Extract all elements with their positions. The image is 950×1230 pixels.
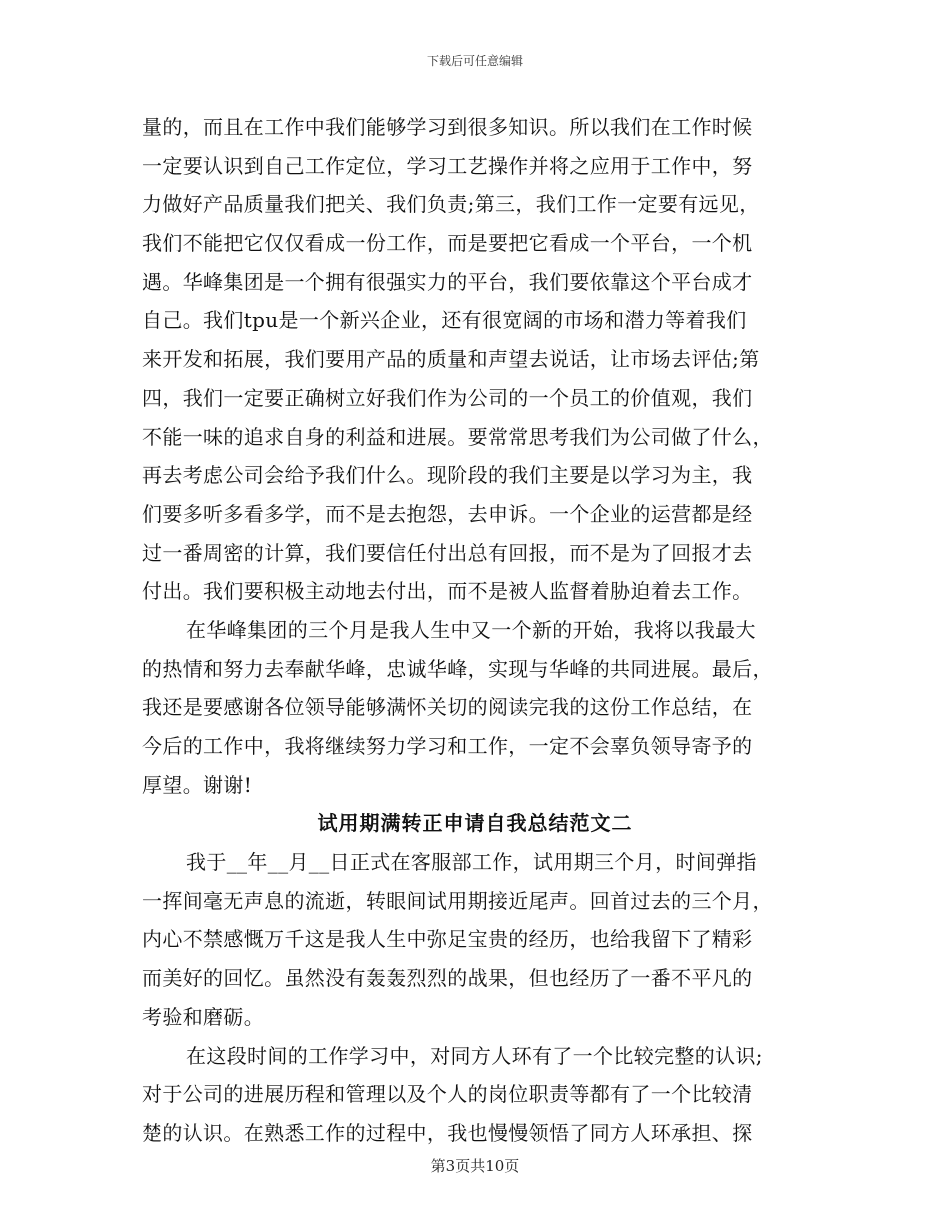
text-line: 考验和磨砺。: [142, 1004, 265, 1029]
section-title: 试用期满转正申请自我总结范文二: [317, 811, 633, 836]
text-line: 对于公司的进展历程和管理以及个人的岗位职责等都有了一个比较清: [142, 1082, 753, 1107]
text-line: 内心不禁感慨万千这是我人生中弥足宝贵的经历，也给我留下了精彩: [142, 927, 753, 952]
paragraph-start-line: 我于__年__月__日正式在客服部工作，试用期三个月，时间弹指: [186, 850, 757, 875]
text-line: 楚的认识。在熟悉工作的过程中，我也慢慢领悟了同方人环承担、探: [142, 1120, 753, 1145]
page-header: 下载后可任意编辑: [426, 54, 523, 68]
text-line: 付出。我们要积极主动地去付出，而不是被人监督着胁迫着去工作。: [142, 579, 753, 604]
text-line: 厚望。谢谢!: [142, 772, 253, 797]
text-line: 遇。华峰集团是一个拥有很强实力的平台，我们要依靠这个平台成才: [142, 269, 753, 294]
text-line: 四，我们一定要正确树立好我们作为公司的一个员工的价值观，我们: [142, 385, 753, 410]
text-line: 量的，而且在工作中我们能够学习到很多知识。所以我们在工作时候: [142, 115, 753, 139]
text-line: 过一番周密的计算，我们要信任付出总有回报，而不是为了回报才去: [142, 540, 753, 565]
text-line: 不能一味的追求自身的利益和进展。要常常思考我们为公司做了什么，: [142, 424, 773, 449]
text-line: 我们不能把它仅仅看成一份工作，而是要把它看成一个平台，一个机: [142, 231, 753, 256]
text-line: 自己。我们tpu是一个新兴企业，还有很宽阔的市场和潜力等着我们: [142, 308, 747, 333]
page-footer: 第3页共10页: [430, 1157, 520, 1175]
text-line: 一挥间毫无声息的流逝，转眼间试用期接近尾声。回首过去的三个月，: [142, 888, 773, 913]
text-line: 再去考虑公司会给予我们什么。现阶段的我们主要是以学习为主，我: [142, 463, 753, 488]
paragraph-start-line: 在华峰集团的三个月是我人生中又一个新的开始，我将以我最大: [186, 617, 756, 642]
text-line: 一定要认识到自己工作定位，学习工艺操作并将之应用于工作中，努: [142, 153, 753, 178]
text-line: 而美好的回忆。虽然没有轰轰烈烈的战果，但也经历了一番不平凡的: [142, 966, 753, 991]
text-line: 今后的工作中，我将继续努力学习和工作，一定不会辜负领导寄予的: [142, 734, 753, 758]
text-line: 的热情和努力去奉献华峰，忠诚华峰，实现与华峰的共同进展。最后，: [142, 656, 773, 681]
paragraph-start-line: 在这段时间的工作学习中，对同方人环有了一个比较完整的认识;: [186, 1043, 763, 1068]
text-line: 们要多听多看多学，而不是去抱怨，去申诉。一个企业的运营都是经: [142, 501, 753, 526]
text-line: 力做好产品质量我们把关、我们负责;第三，我们工作一定要有远见，: [142, 192, 760, 217]
document-body: [142, 108, 808, 1153]
text-line: 我还是要感谢各位领导能够满怀关切的阅读完我的这份工作总结，在: [142, 695, 753, 720]
text-line: 来开发和拓展，我们要用产品的质量和声望去说话，让市场去评估;第: [142, 347, 760, 372]
